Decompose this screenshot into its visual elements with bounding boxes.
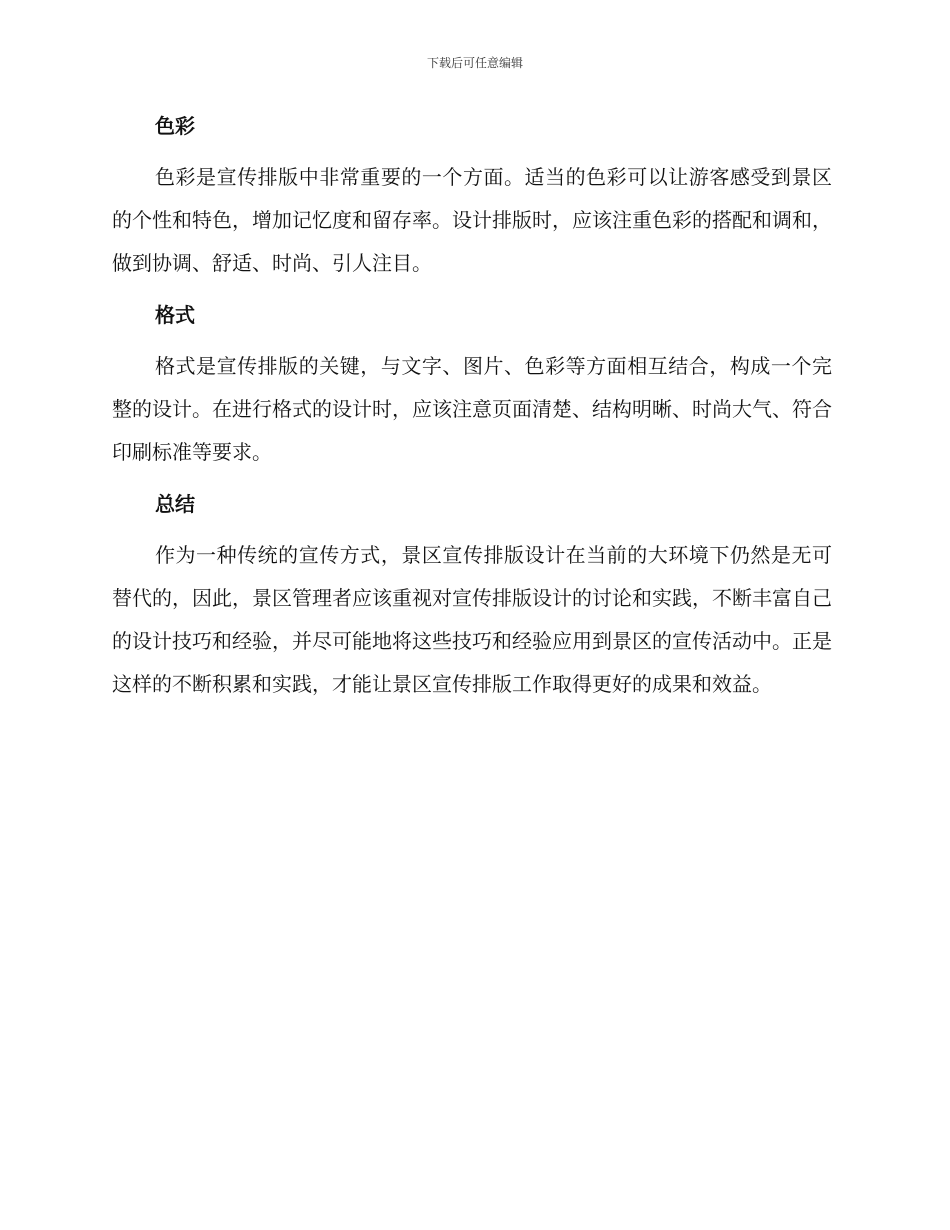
section-summary (112, 486, 832, 706)
section-paragraph: 色彩是宣传排版中非常重要的一个方面。适当的色彩可以让游客感受到景区的个性和特色，增加记忆度和留存率。设计排版时，应该注重色彩的搭配和调和，做到协调、舒适、时尚、引人注目。 (112, 165, 832, 275)
page-header: 下载后可任意编辑 (426, 56, 523, 70)
document-body (112, 108, 832, 718)
section-format (112, 297, 832, 474)
section-color (112, 108, 832, 285)
section-heading: 色彩 (155, 114, 195, 138)
section-paragraph: 作为一种传统的宣传方式，景区宣传排版设计在当前的大环境下仍然是无可替代的，因此，景区管理者应该重视对宣传排版设计的讨论和实践，不断丰富自己的设计技巧和经验，并尽可能地将这些技巧和经验应用到景区的宣传活动中。正是这样的不断积累和实践，才能让景区宣传排版工作取得更好的成果和效益。 (112, 543, 832, 696)
section-paragraph: 格式是宣传排版的关键，与文字、图片、色彩等方面相互结合，构成一个完整的设计。在进行格式的设计时，应该注意页面清楚、结构明晰、时尚大气、符合印刷标准等要求。 (112, 354, 832, 464)
section-heading: 格式 (155, 303, 195, 327)
section-heading: 总结 (155, 492, 195, 516)
